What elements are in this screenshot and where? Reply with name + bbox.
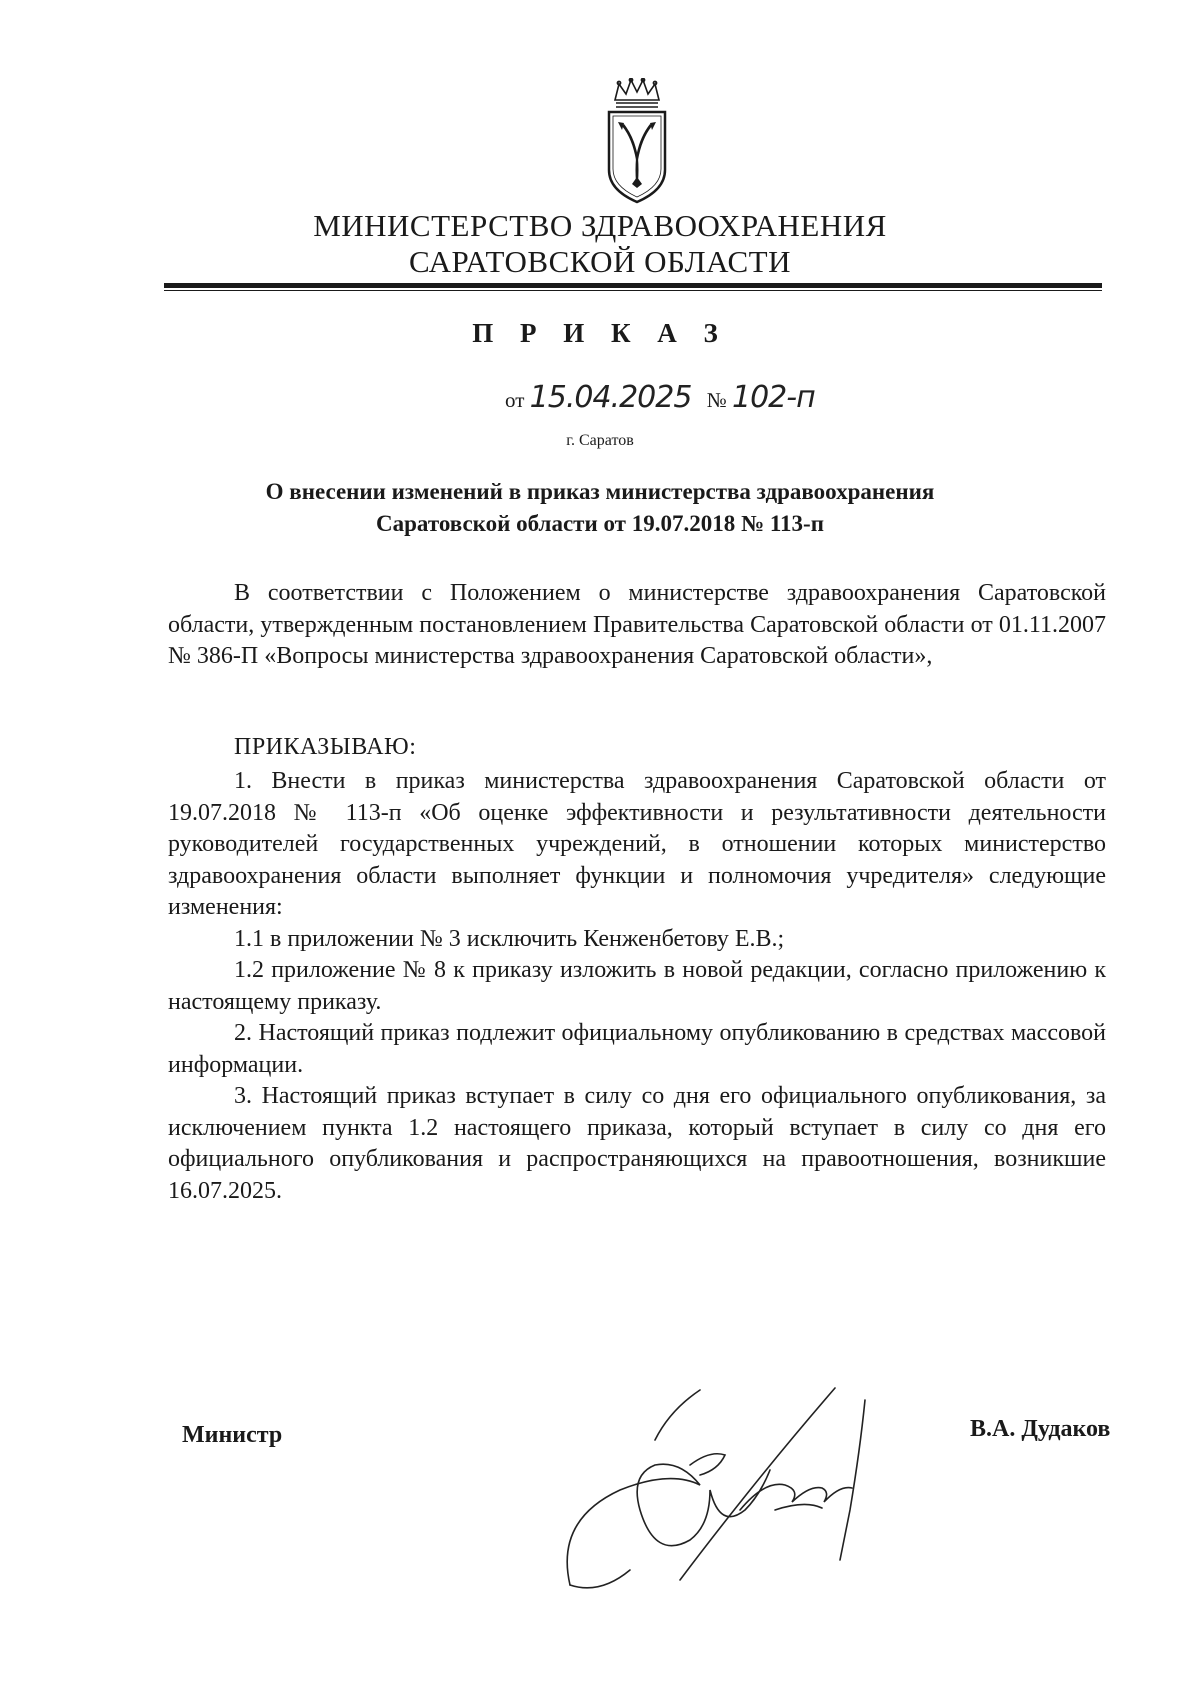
ministry-name-line1: МИНИСТЕРСТВО ЗДРАВООХРАНЕНИЯ <box>313 208 887 243</box>
signatory-position: Министр <box>182 1422 283 1448</box>
order-date-prefix: от <box>505 388 525 412</box>
order-subject-line1: О внесении изменений в приказ министерства здравоохранения <box>265 479 935 504</box>
order-number: 102-п <box>731 380 815 415</box>
order-date: 15.04.2025 <box>529 380 692 415</box>
preamble-paragraph: В соответствии с Положением о министерстве здравоохранения Саратовской области, утвержденным постановлением Правительства Саратовской области от 01.11.2007 № 386-П «Вопросы министерства здравоохранения Саратовской области», <box>168 580 1106 669</box>
order-city: г. Саратов <box>566 432 634 449</box>
order-item-2: 2. Настоящий приказ подлежит официальному опубликованию в средствах массовой информации. <box>168 1020 1106 1078</box>
order-item-1-1: 1.1 в приложении № 3 исключить Кенженбетову Е.В.; <box>234 925 785 952</box>
order-number-prefix: № <box>706 388 727 412</box>
ministry-name-line2: САРАТОВСКОЙ ОБЛАСТИ <box>409 244 791 279</box>
order-item-3: 3. Настоящий приказ вступает в силу со дня его официального опубликования, за исключением пункта 1.2 настоящего приказа, который вступает в силу со дня его официального опубликования и распространяющихся на правоотношения, возникшие 16.07.2025. <box>168 1083 1106 1204</box>
handwritten-signature-icon <box>560 1370 940 1610</box>
header-divider-thin <box>164 290 1102 291</box>
header-divider-thick <box>164 283 1102 288</box>
order-subject-line2: Саратовской области от 19.07.2018 № 113-п <box>376 511 824 536</box>
order-item-1-2: 1.2 приложение № 8 к приказу изложить в новой редакции, согласно приложению к настоящему приказу. <box>168 957 1106 1015</box>
document-type-title: П Р И К А З <box>472 318 728 348</box>
order-date-number-line <box>505 380 815 415</box>
order-items <box>168 766 1106 1207</box>
order-subject <box>150 476 1050 540</box>
saratov-coat-of-arms-icon <box>602 78 672 206</box>
order-item-1: 1. Внести в приказ министерства здравоохранения Саратовской области от 19.07.2018 № 113-п «Об оценке эффективности и результативности деятельности руководителей государственных учреждений, в отношении которых министерство здравоохранения области выполняет функции и полномочия учредителя» следующие изменения: <box>168 768 1106 920</box>
orders-heading: ПРИКАЗЫВАЮ: <box>234 734 417 760</box>
ministry-name <box>150 208 1050 280</box>
signatory-name: В.А. Дудаков <box>970 1416 1111 1442</box>
